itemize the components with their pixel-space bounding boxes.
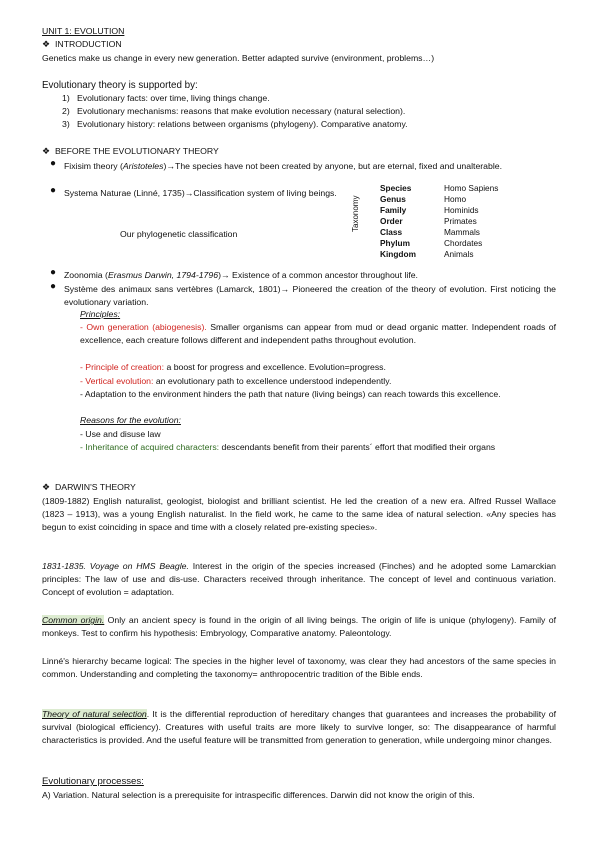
systema-naturae: Systema Naturae (Linné, 1735)→Classification system of living beings.	[64, 188, 337, 198]
principle-own-generation: - Own generation (abiogenesis). Smaller organisms can appear from mud or dead organic matter. Independent roads of excellence, each creature follows different and independent paths throughout evolution.	[80, 322, 556, 346]
systeme-paragraph: Système des animaux sans vertèbres (Lamarck, 1801)→ Pioneered the creation of the theory of evolution. First noticing the evolutionary variation.	[64, 284, 556, 308]
principles-label: Principles:	[80, 309, 121, 319]
taxonomy-row: Kingdom Animals	[380, 249, 474, 259]
evolutionary-processes-label: Evolutionary processes:	[42, 776, 144, 787]
darwin-para-linne: Linné's hierarchy became logical: The species in the higher level of taxonomy, was clear they had ancestors of the same species in common. Understanding and completing the taxonomy= anthropocentric tradition of the Bible ends.	[42, 656, 556, 680]
taxonomy-row: Species Homo Sapiens	[380, 183, 499, 193]
intro-heading: ❖ INTRODUCTION	[42, 38, 122, 51]
variation-line: A) Variation. Natural selection is a prerequisite for intraspecific differences. Darwin did not know the origin of this.	[42, 790, 475, 800]
our-phylogenetic-classification: Our phylogenetic classification	[120, 229, 238, 239]
reason-inheritance: - Inheritance of acquired characters: descendants benefit from their parents´ effort that modified their organs	[80, 442, 496, 452]
intro-item-1: 1) Evolutionary facts: over time, living things change.	[62, 93, 270, 103]
principle-adaptation: - Adaptation to the environment hinders the path that nature (living beings) can reach towards this excellence.	[80, 389, 501, 399]
taxonomy-row: Genus Homo	[380, 194, 467, 204]
bullet-icon: ●	[50, 281, 57, 292]
unit-title: UNIT 1: EVOLUTION	[42, 26, 125, 36]
taxonomy-vertical-label: Taxonomy	[351, 195, 360, 232]
principle-vertical: - Vertical evolution: an evolutionary path to excellence understood independently.	[80, 376, 392, 386]
bullet-icon: ●	[50, 267, 57, 278]
zoonomia: Zoonomia (Erasmus Darwin, 1794-1796)→ Existence of a common ancestor throughout life.	[64, 270, 418, 280]
supported-by: Evolutionary theory is supported by:	[42, 80, 198, 91]
darwin-para-natural-selection: Theory of natural selection. It is the differential reproduction of hereditary changes that guarantees and increases the probability of survival (biological efficiency). Creatures with useful traits are more likely to survive longer, so: The disappearance of harmful characteristics is provided. And the useful feature will be transmitted from generation to generation, while undergoing minor changes.	[42, 709, 556, 746]
darwin-para-beagle: 1831-1835. Voyage on HMS Beagle. Interest in the origin of the species increased (Finches) and he adopted some Lamarckian principles: The law of use and dis-use. Characters received through inheritance. The concept of level and continuous variation. Concept of evolution = adaptation.	[42, 561, 556, 598]
principle-creation: - Principle of creation: a boost for progress and excellence. Evolution=progress.	[80, 362, 386, 372]
darwin-para-common-origin: Common origin. Only an ancient specy is found in the origin of all living beings. The origin of life is unique (phylogeny). Family of monkeys. Test to confirm his hypothesis: Embryology, Comparative anatomy. Paleontology.	[42, 615, 556, 639]
taxonomy-row: Family Hominids	[380, 205, 479, 215]
diamond-bullet-icon: ❖	[42, 146, 51, 156]
darwin-heading: ❖ DARWIN'S THEORY	[42, 481, 136, 494]
diamond-bullet-icon: ❖	[42, 482, 51, 492]
diamond-bullet-icon: ❖	[42, 39, 51, 49]
intro-item-3: 3) Evolutionary history: relations between organisms (phylogeny). Comparative anatomy.	[62, 119, 408, 129]
taxonomy-row: Order Primates	[380, 216, 477, 226]
intro-line: Genetics make us change in every new generation. Better adapted survive (environment, problems…)	[42, 53, 435, 63]
fixism-paragraph: Fixisim theory (Aristoteles)→The species have not been created by anyone, but are eternal, fixed and unalterable.	[64, 161, 503, 171]
taxonomy-row: Phylum Chordates	[380, 238, 483, 248]
intro-item-2: 2) Evolutionary mechanisms: reasons that make evolution necessary (natural selection).	[62, 106, 406, 116]
bullet-icon: ●	[50, 185, 57, 196]
taxonomy-row: Class Mammals	[380, 227, 480, 237]
bullet-icon: ●	[50, 158, 57, 169]
before-heading: ❖ BEFORE THE EVOLUTIONARY THEORY	[42, 145, 219, 158]
darwin-para-1: (1809-1882) English naturalist, geologist, biologist and brilliant scientist. He led the creation of a new era. Alfred Russel Wallace (1823 – 1913), was a young English naturalist. In the field work, he came to the same idea of natural selection. «Any species has begun to exist coinciding in space and time with a closely related pre-existing species».	[42, 496, 556, 533]
reasons-label: Reasons for the evolution:	[80, 415, 181, 425]
reason-use-disuse: - Use and disuse law	[80, 429, 161, 439]
